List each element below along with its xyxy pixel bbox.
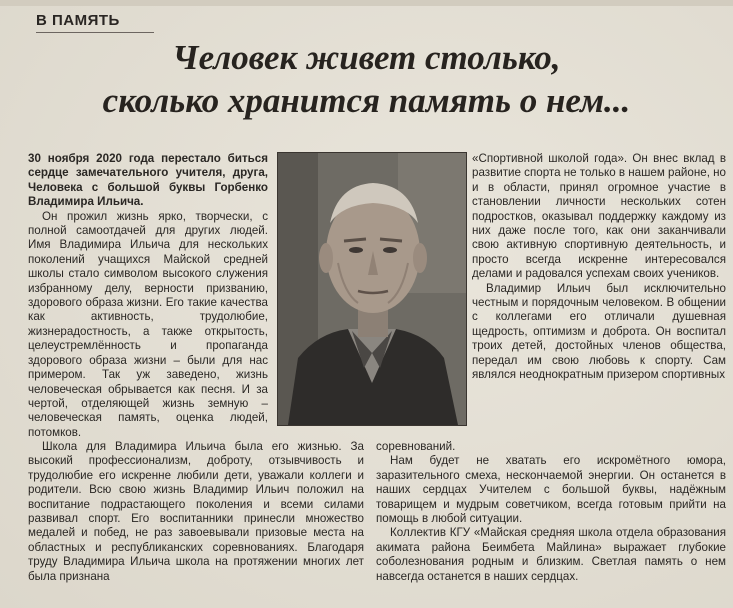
article-closing-paragraph: Коллектив КГУ «Майская средняя школа отдела образования акимата района Беимбета Майлина» выражает глубокие соболезнования родным и близким. Светлая память о нем навсегда останется в наших сердцах. bbox=[376, 526, 726, 583]
article-paragraph: «Спортивной школой года». Он внес вклад в развитие спорта не только в нашем районе, но и в области, принял огромное участие в становлении личности нескольких сотен подростков, оказывал поддержку каждому из них даже после того, как они заканчивали свою активную спортивную деятельность, и просто всегда искренне интересовался делами и радовался успехам своих учеников. bbox=[472, 152, 726, 281]
headline-line-1: Человек живет столько, bbox=[172, 38, 561, 77]
rubric-underline bbox=[36, 32, 154, 33]
article-column-right bbox=[472, 152, 726, 383]
article-column-bottom-left bbox=[28, 440, 364, 584]
section-rubric: В ПАМЯТЬ bbox=[36, 12, 120, 29]
article-column-left bbox=[28, 152, 268, 440]
article-paragraph: Школа для Владимира Ильича была его жизнью. За высокий профессионализм, доброту, отзывчивость и трудолюбие его искренне любили дети, уважали коллеги и родители. Всю свою жизнь Владимир Ильич положил на воспитание подрастающего поколения и всеми силами развивал спорт. Его воспитанники принесли множество медалей и побед, не раз завоевывали призовые места на областных и республиканских соревнованиях. Благодаря труду Владимира Ильича школа на протяжении многих лет была признана bbox=[28, 440, 364, 583]
article-paragraph: Владимир Ильич был исключительно честным и порядочным человеком. В общении с коллегами его отличали душевная щедрость, оптимизм и доброта. Он воспитал троих детей, достойных членов общества, передал им свою любовь к спорту. Сам являлся неоднократным призером спортивных bbox=[472, 281, 726, 382]
article-column-right-bottom bbox=[376, 440, 726, 584]
portrait-image bbox=[278, 153, 466, 425]
article-paragraph: соревнований. bbox=[376, 440, 456, 453]
article-paragraph: Он прожил жизнь ярко, творчески, с полной самоотдачей для других людей. Имя Владимира Ильича для нескольких поколений учащихся Майской средней школы стало символом высокого служения избранному делу, верности призванию, здорового образа жизни. Его такие качества как активность, трудолюбие, жизнерадостность, а также открытость, целеустремлённость и пропаганда здорового образа жизни – были для нас примером. Так уж заведено, жизнь человеческая обрывается как песня. И за чертой, отделяющей жизнь земную – человеческая память, оценка людей, потомков. bbox=[28, 209, 268, 439]
article-paragraph: Нам будет не хватать его искромётного юмора, заразительного смеха, нескончаемой энергии. Он останется в наших сердцах Учителем с большой буквы, надёжным товарищем и мудрым советчиком, всегда готовым прийти на помощь в любой ситуации. bbox=[376, 454, 726, 526]
article-lead-paragraph: 30 ноября 2020 года перестало биться сердце замечательного учителя, друга, Человека с большой буквы Горбенко Владимира Ильича. bbox=[28, 152, 268, 209]
portrait-photo bbox=[277, 152, 467, 426]
headline-line-2: сколько хранится память о нем... bbox=[102, 81, 631, 120]
top-rule bbox=[0, 0, 733, 6]
article-headline bbox=[0, 36, 733, 122]
